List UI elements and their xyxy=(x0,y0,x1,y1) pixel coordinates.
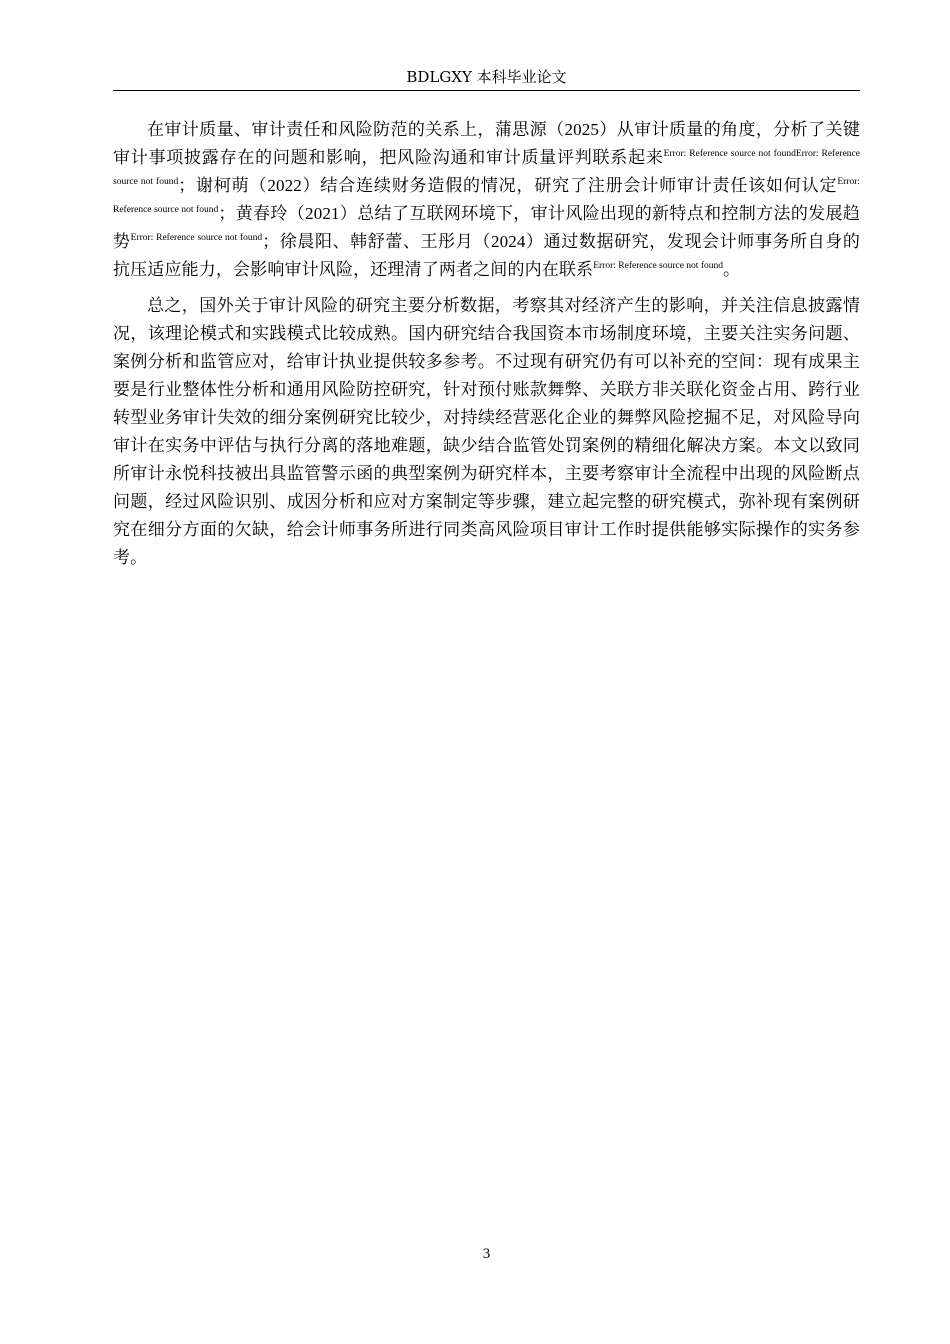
text-segment: ）从审计质量的角度，分析了关键审计事项披露存在的问题和影响，把风险沟通和审计质量评判联系起来 xyxy=(113,120,860,168)
reference-error: Error: Reference source not found xyxy=(130,233,263,243)
year: 2024 xyxy=(490,232,526,251)
text-segment: ；谢柯萌（ xyxy=(178,176,268,196)
page-number: 3 xyxy=(482,1246,491,1262)
year: 2022 xyxy=(267,176,302,195)
header-rule xyxy=(113,90,860,91)
text-segment: ）总结了互联网环境下，审计风险出现的新特点和控制方法的发展趋势 xyxy=(113,204,861,252)
reference-error: Error: Reference source not found xyxy=(113,177,861,215)
year: 2025 xyxy=(564,120,600,139)
body-text xyxy=(113,116,860,580)
paragraph-literature-review xyxy=(113,116,860,284)
text-segment: ；黄春玲（ xyxy=(218,204,306,224)
text-segment: ）通过数据研究，发现会计师事务所自身的抗压适应能力，会影响审计风险，还理清了两者之间的内在联系 xyxy=(113,232,860,280)
running-header: BDLGXY 本科毕业论文 xyxy=(406,68,567,86)
paragraph-summary: 总之，国外关于审计风险的研究主要分析数据，考察其对经济产生的影响，并关注信息披露情况，该理论模式和实践模式比较成熟。国内研究结合我国资本市场制度环境，主要关注实务问题、案例分析和监管应对，给审计执业提供较多参考。不过现有研究仍有可以补充的空间：现有成果主要是行业整体性分析和通用风险防控研究，针对预付账款舞弊、关联方非关联化资金占用、跨行业转型业务审计失效的细分案例研究比较少，对持续经营恶化企业的舞弊风险挖掘不足，对风险导向审计在实务中评估与执行分离的落地难题，缺少结合监管处罚案例的精细化解决方案。本文以致同所审计永悦科技被出具监管警示函的典型案例为研究样本，主要考察审计全流程中出现的风险断点问题，经过风险识别、成因分析和应对方案制定等步骤，建立起完整的研究模式，弥补现有案例研究在细分方面的欠缺，给会计师事务所进行同类高风险项目审计工作时提供能够实际操作的实务参考。 xyxy=(113,296,860,568)
text-segment: ）结合连续财务造假的情况，研究了注册会计师审计责任该如何认定 xyxy=(301,176,838,196)
text-segment: 。 xyxy=(722,260,741,280)
reference-error: Error: Reference source not found xyxy=(593,261,723,271)
text-segment: ；徐晨阳、韩舒蕾、王彤月（ xyxy=(262,232,491,252)
year: 2021 xyxy=(305,204,340,223)
reference-error: Error: Reference source not foundError: Reference source not found xyxy=(113,149,860,187)
text-segment: 在审计质量、审计责任和风险防范的关系上，蒲思源（ xyxy=(147,120,565,140)
